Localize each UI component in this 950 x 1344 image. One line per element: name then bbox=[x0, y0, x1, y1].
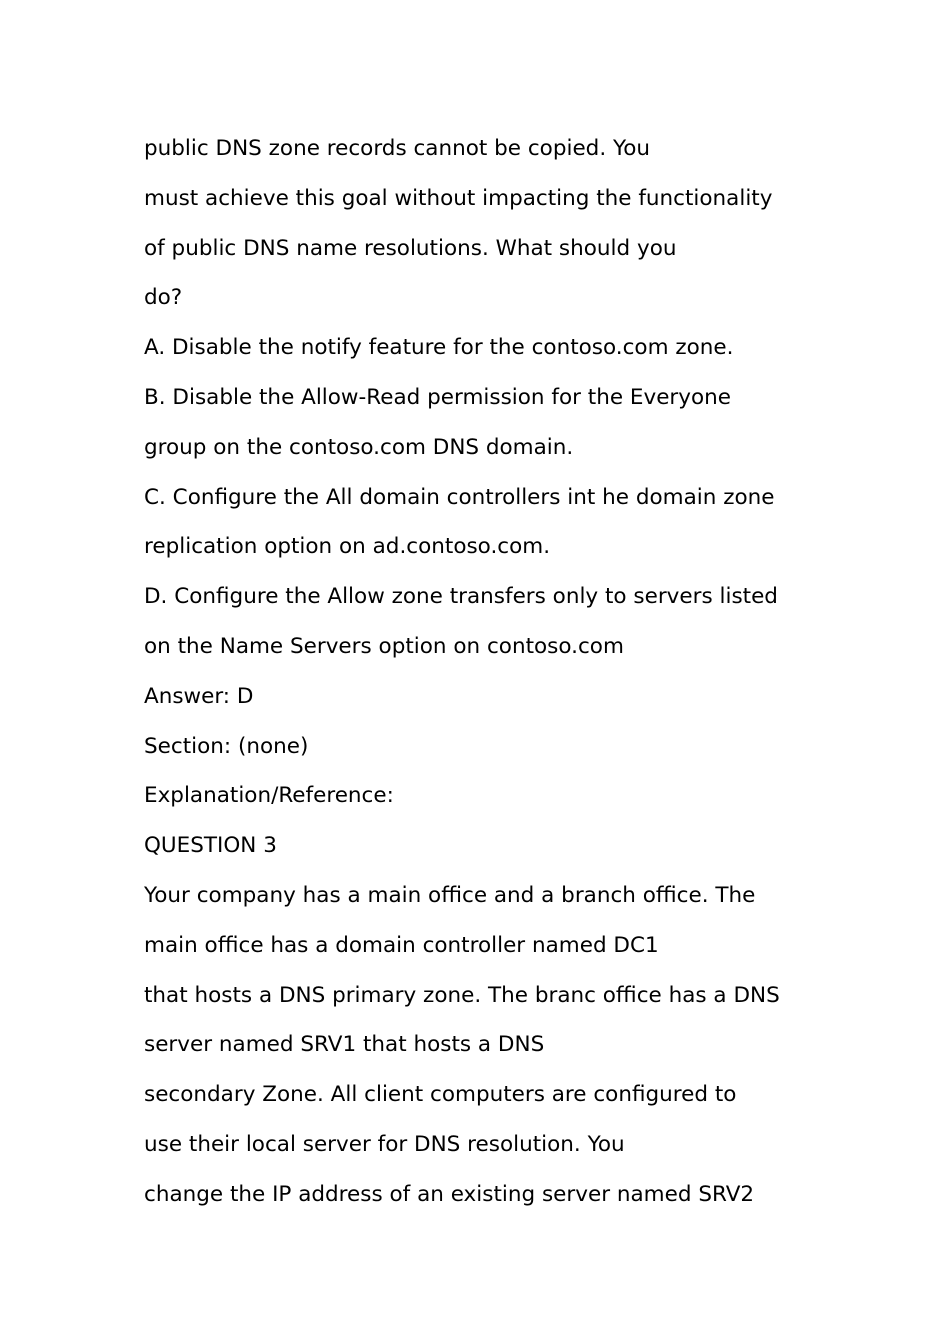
text-line: change the IP address of an existing server named SRV2 bbox=[144, 1181, 755, 1207]
text-line: secondary Zone. All client computers are configured to bbox=[144, 1082, 737, 1108]
answer-option-d: D. Configure the Allow zone transfers only to servers listed bbox=[144, 584, 778, 610]
text-line: Your company has a main office and a branch office. The bbox=[144, 882, 756, 908]
text-line: public DNS zone records cannot be copied. You bbox=[144, 136, 651, 161]
answer-option-c: C. Configure the All domain controllers int he domain zone bbox=[144, 484, 775, 510]
question-heading: QUESTION 3 bbox=[144, 833, 277, 859]
text-line: that hosts a DNS primary zone. The branc office has a DNS bbox=[144, 982, 780, 1008]
text-line: group on the contoso.com DNS domain. bbox=[144, 434, 574, 460]
text-line: of public DNS name resolutions. What should you bbox=[144, 235, 677, 261]
text-line: must achieve this goal without impacting the functionality bbox=[144, 185, 773, 211]
text-line: do? bbox=[144, 285, 183, 311]
answer-option-a: A. Disable the notify feature for the contoso.com zone. bbox=[144, 335, 734, 361]
text-line: on the Name Servers option on contoso.com bbox=[144, 633, 624, 659]
text-line: main office has a domain controller named DC1 bbox=[144, 932, 659, 958]
text-line: use their local server for DNS resolution. You bbox=[144, 1131, 625, 1157]
answer-line: Answer: D bbox=[144, 683, 254, 709]
explanation-heading: Explanation/Reference: bbox=[144, 783, 394, 809]
section-line: Section: (none) bbox=[144, 733, 309, 759]
text-line: replication option on ad.contoso.com. bbox=[144, 534, 551, 560]
document-body bbox=[144, 124, 844, 1220]
text-line: server named SRV1 that hosts a DNS bbox=[144, 1032, 545, 1058]
answer-option-b: B. Disable the Allow-Read permission for the Everyone bbox=[144, 384, 731, 410]
